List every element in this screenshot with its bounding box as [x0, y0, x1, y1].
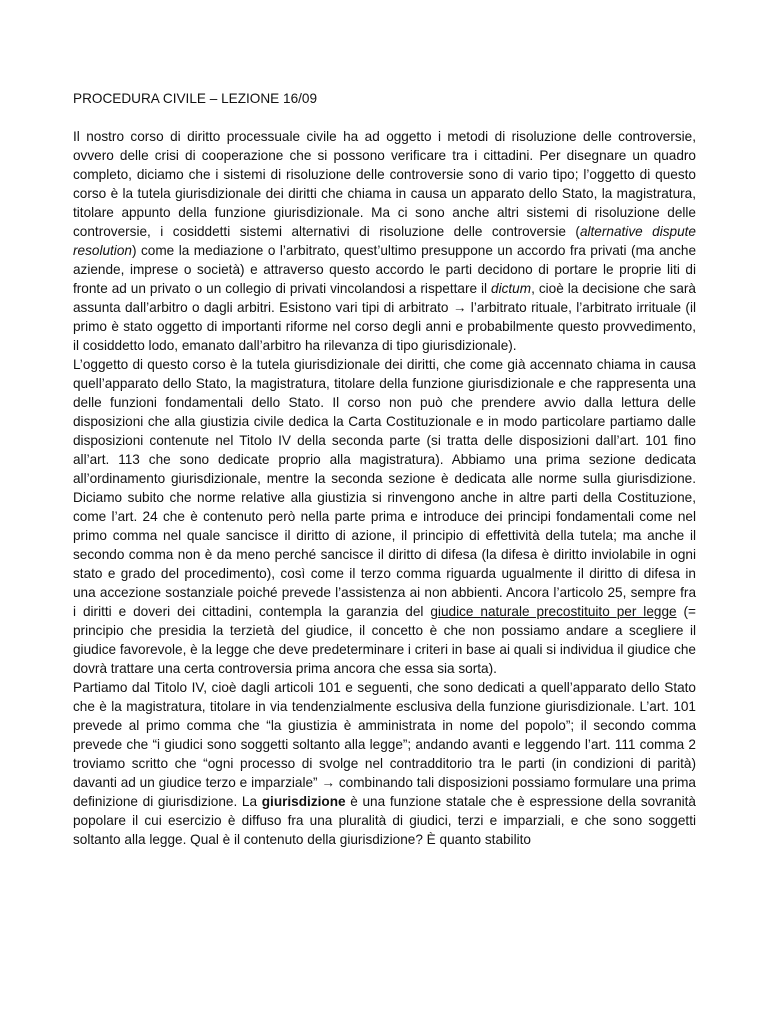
italic-term: dictum — [491, 281, 532, 296]
text-run: Il nostro corso di diritto processuale civile ha ad oggetto i metodi di risoluzione delle controversie, ovvero delle crisi di cooperazione che si possono verificare tra i cittadini. Per disegnare un quadro completo, diciamo che i sistemi di risoluzione delle controversie sono di vario tipo; l’oggetto di questo corso è la tutela giurisdizionale dei diritti che chiama in causa un apparato dello Stato, la magistratura, titolare appunto della funzione giurisdizionale. Ma ci sono anche altri sistemi di risoluzione delle controversie, i cosiddetti sistemi alternativi di risoluzione delle controversie ( — [73, 129, 696, 239]
text-run: L’oggetto di questo corso è la tutela giurisdizionale dei diritti, che come già accennato chiama in causa quell’apparato dello Stato, la magistratura, titolare della funzione giurisdizionale e che rappresenta una delle funzioni fondamentali dello Stato. Il corso non può che prendere avvio dalla lettura delle disposizioni che alla giustizia civile dedica la Carta Costituzionale e in modo particolare partiamo dalle disposizioni contenute nel Titolo IV della seconda parte (si tratta delle disposizioni dall’art. 101 fino all’art. 113 che sono dedicate proprio alla magistratura). Abbiamo una prima sezione dedicata all’ordinamento giurisdizionale, mentre la seconda sezione è dedicata alle norme sulla giurisdizione. Diciamo subito che norme relative alla giustizia si rinvengono anche in altre parti della Costituzione, come l’art. 24 che è contenuto però nella parte prima e introduce dei principi fondamentali come nel primo comma nel quale sancisce il diritto di azione, il principio di effettività della tutela; ma anche il secondo comma non è da meno perché sancisce il diritto di difesa (la difesa è diritto inviolabile in ogni stato e grado del procedimento), così come il terzo comma riguarda ugualmente il diritto di difesa in una accezione sostanziale poiché prevede l’assistenza ai non abbienti. Ancora l’articolo 25, sempre fra i diritti e doveri dei cittadini, contempla la garanzia del — [73, 357, 696, 619]
text-run: (= principio che presidia la terzietà del giudice, il concetto è che non possiamo andare a scegliere il giudice favorevole, è la legge che deve predeterminare i criteri in base ai quali si individua il giudice che dovrà trattare una certa controversia prima ancora che essa sia sorta). — [73, 604, 696, 676]
document-title: PROCEDURA CIVILE – LEZIONE 16/09 — [73, 91, 318, 106]
paragraph-3 — [73, 678, 696, 849]
text-run: Partiamo dal Titolo IV, cioè dagli articoli 101 e seguenti, che sono dedicati a quell’apparato dello Stato che è la magistratura, titolare in via tendenzialmente esclusiva della funzione giurisdizionale. L’art. 101 prevede al primo comma che “la giustizia è amministrata in nome del popolo”; il secondo comma prevede che “i giudici sono soggetti soltanto alla legge”; andando avanti e leggendo l’art. 111 comma 2 troviamo scritto che “ogni processo di svolge nel contradditorio tra le parti (in condizioni di parità) davanti ad un giudice terzo e imparziale” → combinando tali disposizioni possiamo formulare una prima definizione di giurisdizione. La — [73, 680, 696, 809]
paragraph-1 — [73, 127, 696, 355]
text-run: , cioè la decisione che sarà assunta dall’arbitro o dagli arbitri. Esistono vari tipi di arbitrato → l’arbitrato rituale, l’arbitrato irrituale (il primo è stato oggetto di importanti riforme nel corso degli anni e probabilmente questo provvedimento, il cosiddetto lodo, emanato dall’arbitro ha rilevanza di tipo giurisdizionale). — [73, 281, 696, 353]
bold-term: giurisdizione — [261, 794, 346, 809]
text-run: ) come la mediazione o l’arbitrato, quest’ultimo presuppone un accordo fra privati (ma anche aziende, imprese o società) e attraverso questo accordo le parti decidono di portare le proprie liti di fronte ad un privato o un collegio di privati vincolandosi a rispettare il — [73, 243, 696, 296]
underlined-term: giudice naturale precostituito per legge — [430, 604, 677, 619]
document-body — [73, 89, 696, 849]
paragraph-2 — [73, 355, 696, 678]
italic-term: alternative dispute resolution — [73, 224, 696, 258]
text-run: è una funzione statale che è espressione della sovranità popolare il cui esercizio è diffuso fra una pluralità di giudici, terzi e imparziali, e che sono soggetti soltanto alla legge. Qual è il contenuto della giurisdizione? È quanto stabilito — [73, 794, 696, 847]
